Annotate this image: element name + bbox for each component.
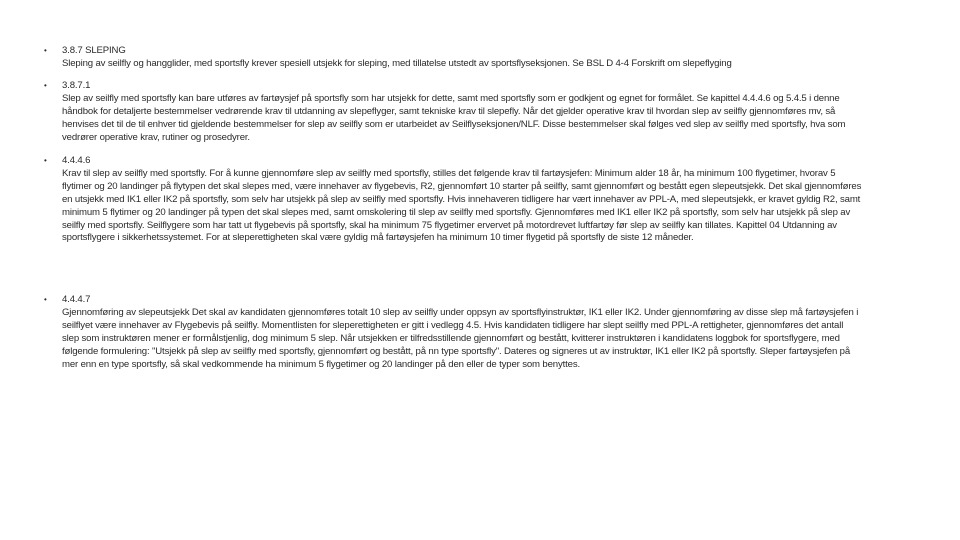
list-item-content xyxy=(62,45,862,71)
section-body: Gjennomføring av slepeutsjekk Det skal av kandidaten gjennomføres totalt 10 slep av seilfly under oppsyn av sportsflyinstruktør, IK1 eller IK2. Under gjennomføring av disse slep må fartøysjefen i seilflyet være innehaver av Flygebevis på seilfly. Momentlisten for sleperettigheten er gitt i vedlegg 4.5. Hvis kandidaten tidligere har slept seilfly med PPL-A rettigheter, gjennomføres det antall slep som instruktøren mener er formålstjenlig, dog minimum 5 slep. Når utsjekken er tilfredsstillende gjennomført og bestått, kvitterer instruktøren i kandidatens loggbok for sportsflygere, med følgende formulering: "Utsjekk på slep av seilfly med sportsfly, gjennomført og bestått, på nn type sportsfly". Dateres og signeres ut av instruktør, IK1 eller IK2 på sportsfly. Sleper fartøysjefen på mer enn en type sportsfly, så skal vedkommende ha minimum 5 flygetimer og 20 landinger på den eller de typer som benyttes. xyxy=(62,306,859,370)
section-body: Krav til slep av seilfly med sportsfly. For å kunne gjennomføre slep av seilfly med sportsfly, stilles det følgende krav til fartøysjefen: Minimum alder 18 år, ha minimum 100 flygetimer, hvorav 5 flytimer og 20 landinger på flytypen det skal slepes med, være innehaver av flygebevis, R2, gjennomført 10 starter på seilfly, samt gjennomført og bestått egen slepeutsjekk. Det skal gjennomføres en utsjekk med IK1 eller IK2 på sportsfly, som selv har utsjekk på slep av seilfly med sportsfly. Hvis innehaveren tidligere har vært innehaver av PPL-A, med slepeutsjekk, er kravet gyldig R2, samt minimum 5 flytimer og 20 landinger på typen det skal slepes med, samt omskolering til slep av seilfly med sportsfly. Gjennomføres med IK1 eller IK2 på sportsfly, som selv har utsjekk på slep av seilfly med sportsfly. Seilflygere som har tatt ut flygebevis på sportsfly, skal ha minimum 75 flygetimer ervervet på motordrevet luftfartøy før slep av seilfly kan tillates. Kapittel 04 Utdanning av sportsflygere i sikkerhetssystemet. For at sleperettigheten skal være gyldig må fartøysjefen ha minimum 10 timer flygetid på sportsfly de siste 12 måneder. xyxy=(62,167,862,244)
bullet-point: • xyxy=(44,81,47,90)
section-heading: 4.4.4.6 xyxy=(62,155,91,166)
bullet-point: • xyxy=(44,295,47,304)
section-heading: 4.4.4.7 xyxy=(62,294,91,305)
list-item-content xyxy=(62,294,862,371)
section-heading: 3.8.7.1 xyxy=(62,80,91,91)
bullet-point: • xyxy=(44,156,47,165)
bullet-point: • xyxy=(44,46,47,55)
section-heading: 3.8.7 SLEPING xyxy=(62,45,126,56)
section-body: Slep av seilfly med sportsfly kan bare utføres av fartøysjef på sportsfly som har utsjekk for dette, samt med sportsfly som er godkjent og egnet for formålet. Se kapittel 4.4.4.6 og 5.4.5 i denne håndbok for detaljerte bestemmelser vedrørende krav til utdanning av slepeflyger, samt tekniske krav til slepefly. Når det gjelder operative krav til hvordan slep av seilfly gjennomføres mv, så henvises det til de til enhver tid gjeldende bestemmelser for slep av seilfly som er utarbeidet av Seilflyseksjonen/NLF. Disse bestemmelser skal følges ved slep av seilfly med sportsfly, hva som vedrører operative krav, rutiner og prosedyrer. xyxy=(62,92,846,143)
section-body: Sleping av seilfly og hangglider, med sportsfly krever spesiell utsjekk for sleping, med tillatelse utstedt av sportsflyseksjonen. Se BSL D 4-4 Forskrift om slepeflyging xyxy=(62,57,732,69)
list-item-content xyxy=(62,155,862,245)
list-item-content xyxy=(62,80,862,145)
